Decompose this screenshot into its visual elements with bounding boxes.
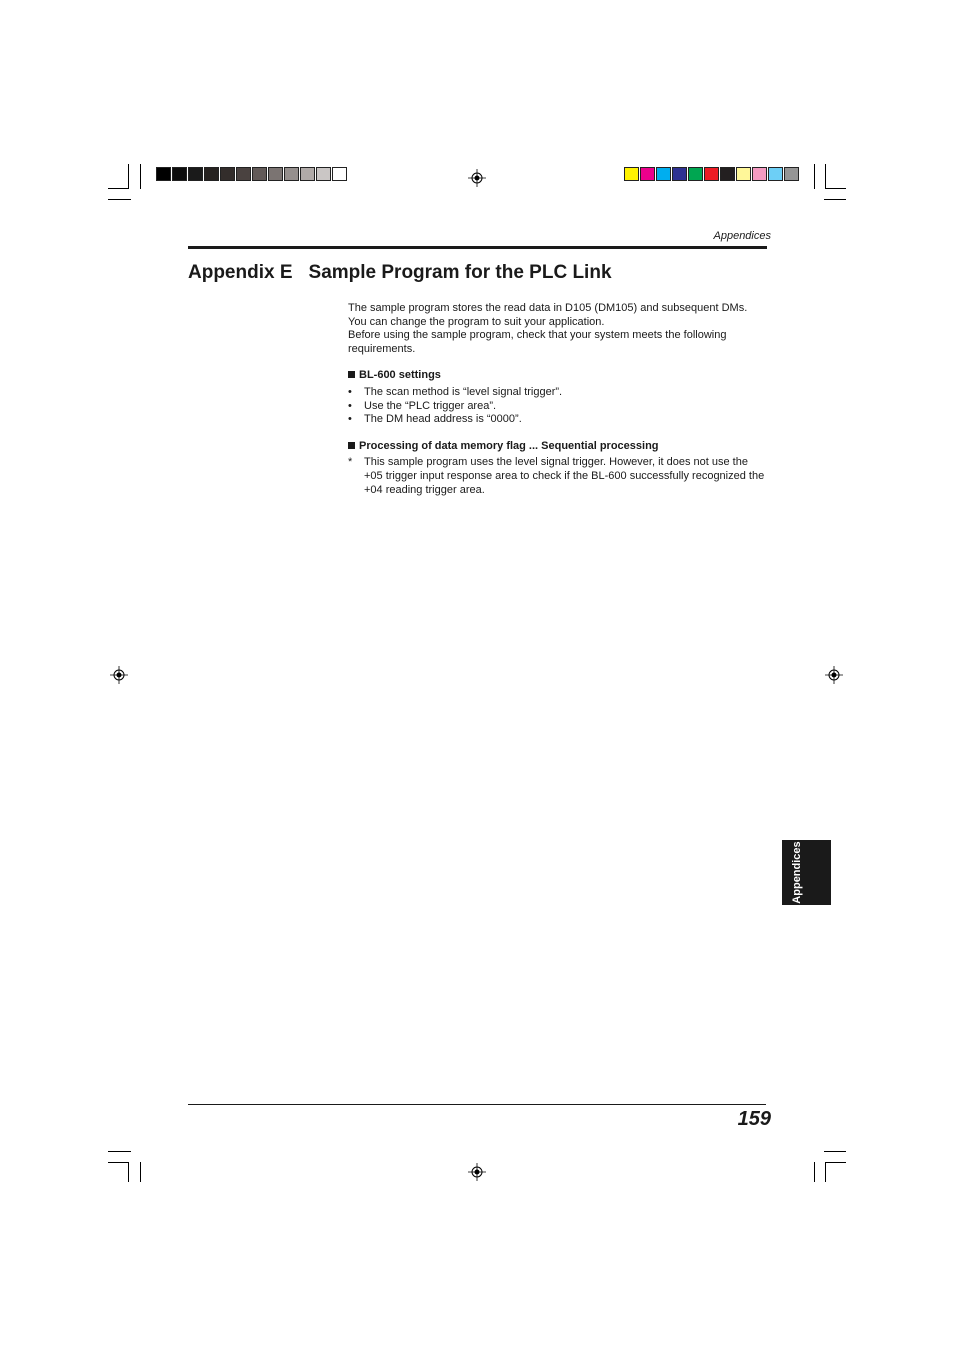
- color-swatch: [704, 167, 719, 181]
- color-swatch: [236, 167, 251, 181]
- color-swatch: [656, 167, 671, 181]
- color-swatch: [284, 167, 299, 181]
- color-swatch: [640, 167, 655, 181]
- color-swatch: [688, 167, 703, 181]
- color-swatch: [268, 167, 283, 181]
- color-swatch: [784, 167, 799, 181]
- color-swatch: [316, 167, 331, 181]
- running-head: Appendices: [713, 230, 771, 242]
- bullet-icon: •: [348, 413, 352, 426]
- intro-line: The sample program stores the read data in D105 (DM105) and subsequent DMs.: [348, 302, 748, 314]
- registration-mark-icon: [110, 666, 128, 684]
- body-text: [348, 302, 768, 497]
- appendix-label: Appendix E: [188, 262, 293, 283]
- color-swatch: [768, 167, 783, 181]
- color-swatch: [156, 167, 171, 181]
- settings-list: [348, 386, 768, 427]
- note-list: [348, 456, 768, 497]
- section-heading: BL-600 settings: [348, 369, 768, 383]
- intro: [348, 302, 768, 356]
- color-swatch: [252, 167, 267, 181]
- section-heading: Processing of data memory flag ... Sequential processing: [348, 440, 768, 454]
- footer-rule: [188, 1104, 766, 1105]
- title-text: Sample Program for the PLC Link: [308, 262, 612, 283]
- page-number: 159: [737, 1108, 771, 1130]
- registration-mark-icon: [468, 1163, 486, 1181]
- side-tab-label: Appendices: [791, 841, 803, 904]
- list-item: • The scan method is “level signal trigger”.: [348, 385, 563, 398]
- header-rule: [188, 246, 767, 249]
- registration-mark-icon: [825, 666, 843, 684]
- color-swatch: [188, 167, 203, 181]
- color-swatch: [204, 167, 219, 181]
- list-item: • Use the “PLC trigger area”.: [348, 399, 497, 412]
- intro-line: You can change the program to suit your application.: [348, 315, 605, 328]
- intro-line: Before using the sample program, check that your system meets the following requirements.: [348, 329, 727, 355]
- section-bl600-settings: [348, 369, 768, 426]
- registration-mark-icon: [468, 169, 486, 187]
- square-bullet-icon: [348, 442, 355, 449]
- color-swatch: [720, 167, 735, 181]
- color-swatch: [220, 167, 235, 181]
- side-tab: [782, 840, 831, 905]
- color-swatch: [172, 167, 187, 181]
- color-swatch: [752, 167, 767, 181]
- bullet-icon: •: [348, 385, 352, 398]
- bullet-icon: •: [348, 399, 352, 412]
- square-bullet-icon: [348, 371, 355, 378]
- color-swatch: [332, 167, 347, 181]
- page-title: [188, 262, 612, 284]
- asterisk-icon: *: [348, 456, 353, 469]
- color-swatch: [672, 167, 687, 181]
- section-data-memory-flag: [348, 440, 768, 497]
- list-item: * This sample program uses the level signal trigger. However, it does not use the +05 trigger input response area to check if the BL-600 successfully recognized the +04 reading trigger area.: [348, 456, 765, 496]
- list-item: • The DM head address is “0000”.: [348, 413, 522, 426]
- color-swatch: [624, 167, 639, 181]
- color-swatch: [300, 167, 315, 181]
- color-swatch: [736, 167, 751, 181]
